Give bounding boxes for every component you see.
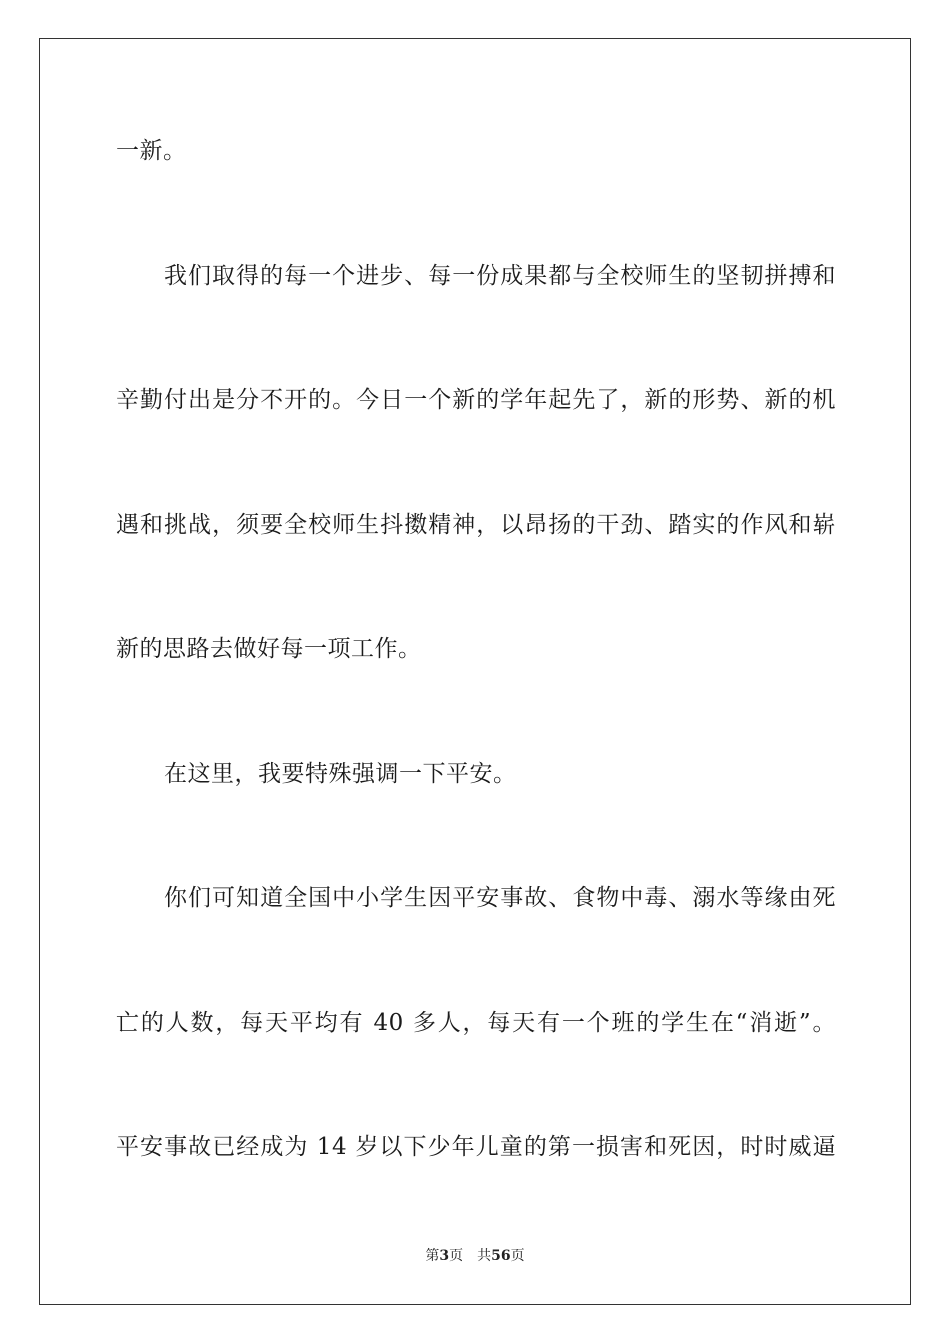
text-line-9: 平安事故已经成为 14 岁以下少年儿童的第一损害和死因，时时威逼	[116, 1134, 836, 1160]
page-suffix: 页	[449, 1248, 464, 1264]
text-line-8: 亡的人数，每天平均有 40 多人，每天有一个班的学生在“消逝”。	[116, 1010, 836, 1036]
page-number: 3	[439, 1248, 450, 1264]
text-line-5: 新的思路去做好每一项工作。	[116, 636, 422, 662]
text-line-7: 你们可知道全国中小学生因平安事故、食物中毒、溺水等缘由死	[164, 885, 836, 911]
text-line-1: 一新。	[116, 138, 187, 164]
total-pages: 56	[491, 1248, 511, 1264]
text-line-4: 遇和挑战，须要全校师生抖擞精神，以昂扬的干劲、踏实的作风和崭	[116, 512, 836, 538]
page-border	[39, 38, 911, 1305]
page-footer	[0, 1247, 950, 1265]
text-line-3: 辛勤付出是分不开的。今日一个新的学年起先了，新的形势、新的机	[116, 387, 836, 413]
text-line-2: 我们取得的每一个进步、每一份成果都与全校师生的坚韧拼搏和	[164, 263, 836, 289]
text-line-6: 在这里，我要特殊强调一下平安。	[164, 761, 517, 787]
page-prefix: 第	[425, 1248, 440, 1264]
total-prefix: 共	[477, 1248, 492, 1264]
total-suffix: 页	[510, 1248, 525, 1264]
